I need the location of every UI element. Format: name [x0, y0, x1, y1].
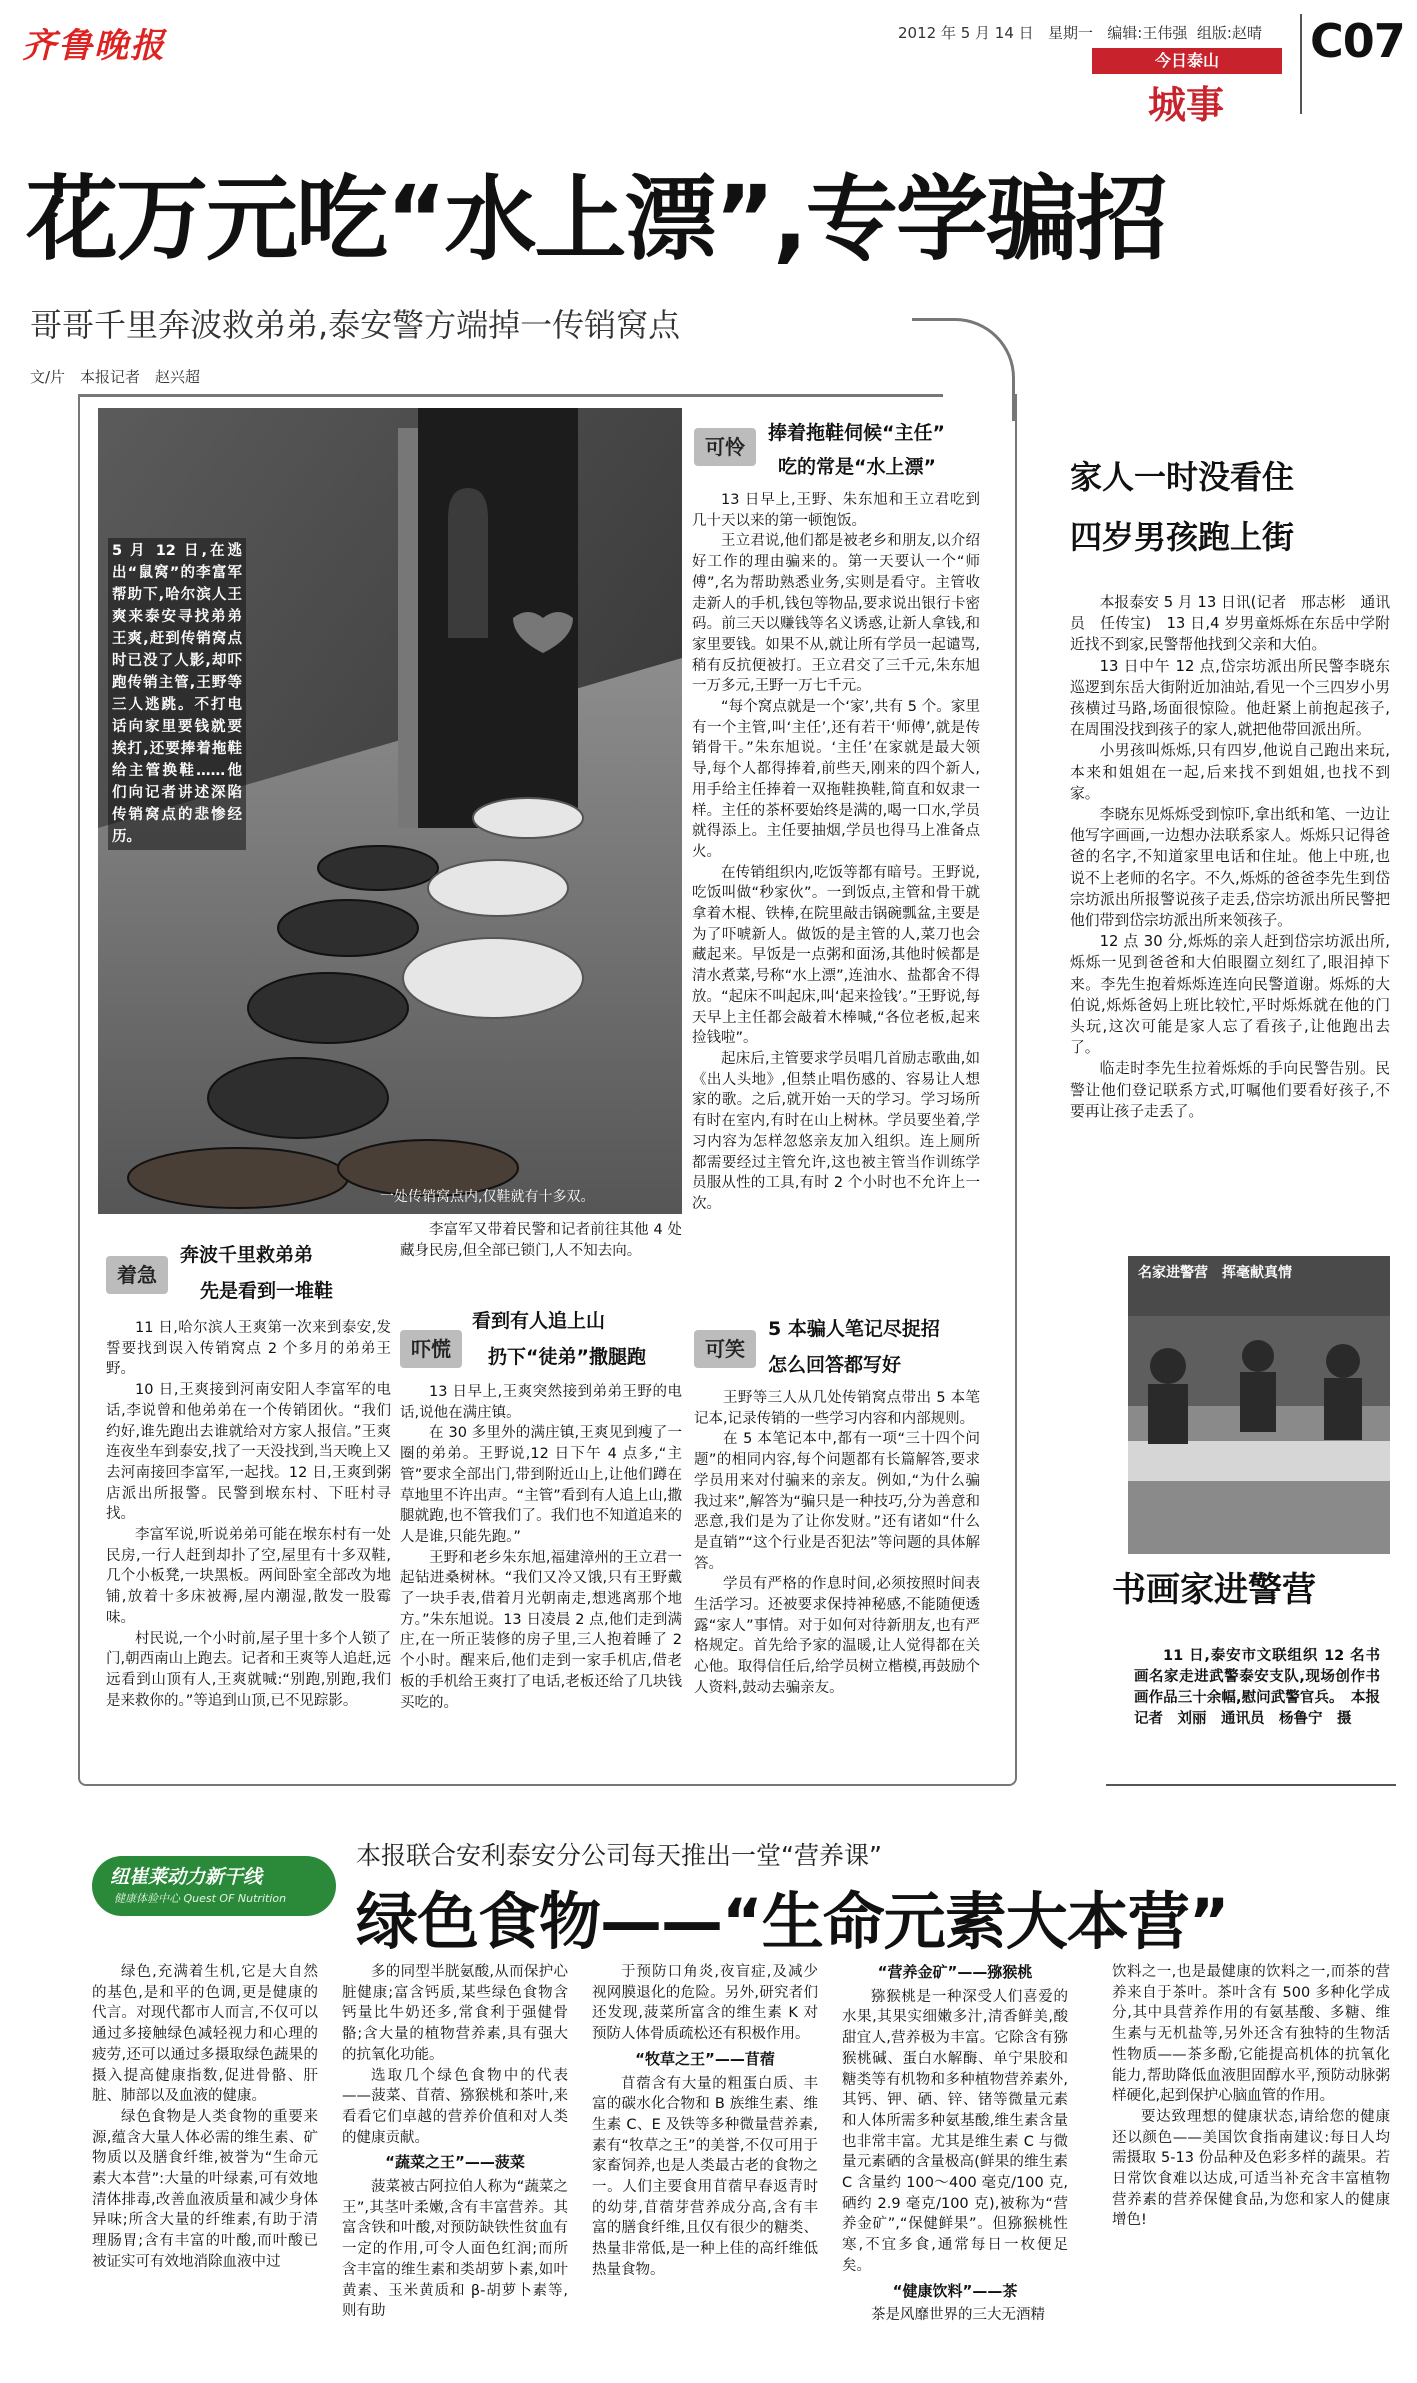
bottom-p: 绿色食物是人类食物的重要来源,蕴含大量人体必需的维生素、矿物质以及膳食纤维,被誉为“生命元素大本营”:大量的叶绿素,可有效地清体排毒,改善血液质量和减少身体异味;所含大量的纤维素,有助于清理肠胃;含有丰富的叶酸,而叶酸已被证实可有效地消除血液中过	[92, 2108, 318, 2270]
s1-p: 10 日,王爽接到河南安阳人李富军的电话,李说曾和他弟弟在一个传销团伙。“我们约好,谁先跑出去谁就给对方家人报信。”王爽连夜坐车到泰安,找了一天没找到,当天晚上又去河南接回李富军,一起找。12 日,王爽到粥店派出所报警。民警到堠东村、下旺村寻找。	[106, 1382, 391, 1523]
bottom-p: 绿色,充满着生机,它是大自然的基色,是和平的色调,更是健康的代言。对现代都市人而言,不仅可以通过多接触绿色减轻视力和心理的疲劳,还可以通过多摄取绿色蔬果的摄入提高健康指数,促进骨骼、肝脏、肺部以及血液的健康。	[92, 1964, 318, 2105]
calligraphy-photo-image	[1128, 1256, 1390, 1554]
bottom-p: 猕猴桃是一种深受人们喜爱的水果,其果实细嫩多汁,清香鲜美,酸甜宜人,营养极为丰富。它除含有猕猴桃碱、蛋白水解酶、单宁果胶和糖类等有机物和多种植物营养素外,其钙、钾、硒、锌、锗等微量元素和人体所需多种氨基酸,维生素含量也非常丰富。尤其是维生素 C 与微量元素硒的含量极高(鲜果的维生素 C 含量约 100～400 毫克/100 克,硒约 2.9 毫克/100 克),被称为“营养金矿”,“保健鲜果”。但猕猴桃性寒,不宜多食,通常每日一枚便足矣。	[842, 1988, 1068, 2274]
section-name: 城事	[1148, 83, 1225, 127]
tag-kexiao: 可笑	[694, 1330, 756, 1368]
side-p: 小男孩叫烁烁,只有四岁,他说自己跑出来玩,本来和姐姐在一起,后来找不到姐姐,也找不到家。	[1070, 742, 1390, 802]
bottom-headline: 绿色食物——“生命元素大本营”	[356, 1885, 1229, 1958]
bottom-col2	[342, 1962, 568, 2362]
photo-caption-bottom: 一处传销窝点内,仅鞋就有十多双。	[380, 1189, 595, 1205]
bottom-p: 多的同型半胱氨酸,从而保护心脏健康;富含钙质,某些绿色食物含钙量比牛奶还多,常食利于强健骨骼;含大量的植物营养素,具有强大的抗氧化功能。	[342, 1964, 568, 2063]
main-headline: 花万元吃“水上漂”,专学骗招	[26, 166, 1166, 273]
masthead-logo: 齐鲁晚报	[22, 26, 166, 66]
page-number: C07	[1310, 14, 1405, 68]
bottom-p: 选取几个绿色食物中的代表——菠菜、苜蓿、猕猴桃和茶叶,来看看它们卓越的营养价值和对人类的健康贡献。	[342, 2067, 568, 2146]
s1-body	[106, 1318, 391, 1774]
nutrition-logo	[92, 1856, 336, 1916]
nutrition-logo-line1: 纽崔莱动力新干线	[110, 1866, 263, 1888]
s3-p: 在 30 多里外的满庄镇,王爽见到瘦了一圈的弟弟。王野说,12 日下午 4 点多,“主管”要求全部出门,带到附近山上,让他们蹲在草地里不许出声。“主管”看到有人追上山,撒腿就跑,也不管我们了。我们也不知道追来的人是谁,只能先跑。”	[400, 1425, 682, 1545]
s3-title2: 扔下“徒弟”撒腿跑	[488, 1346, 646, 1368]
side-story-title: 书画家进警营	[1112, 1570, 1316, 1610]
editor: 编辑:王伟强	[1107, 24, 1188, 42]
s4-p: 在 5 本笔记本中,都有一项“三十四个问题”的相同内容,每个问题都有长篇解答,要求学员用来对付骗来的亲友。例如,“为什么骗我过来”,解答为“骗只是一种技巧,分为善意和恶意,我们是为了让你发财。”还有诸如“什么是直销”“这个行业是否犯法”等问题的具体解答。	[694, 1431, 980, 1572]
subhead-kiwi: “营养金矿”——猕猴桃	[877, 1963, 1033, 1981]
side-caption: 11 日,泰安市文联组织 12 名书画名家走进武警泰安支队,现场创作书画作品三十余幅,慰问武警官兵。 本报记者 刘丽 通讯员 杨鲁宁 摄	[1134, 1648, 1380, 1727]
bottom-p: 于预防口角炎,夜盲症,及减少视网膜退化的危险。另外,研究者们还发现,菠菜所富含的维生素 K 对预防人体骨质疏松还有积极作用。	[592, 1964, 818, 2043]
bottom-p: 菠菜被古阿拉伯人称为“蔬菜之王”,其茎叶柔嫩,含有丰富营养。其富含铁和叶酸,对预防缺铁性贫血有一定的作用,可令人面色红润;而所含丰富的维生素和类胡萝卜素,如叶黄素、玉米黄质和 β-胡萝卜素等,则有助	[342, 2179, 568, 2320]
bottom-kicker: 本报联合安利泰安分公司每天推出一堂“营养课”	[356, 1841, 882, 1870]
s2-body	[692, 490, 980, 1256]
layout-editor: 组版:赵晴	[1196, 24, 1262, 42]
side-story-title2: 四岁男孩跑上街	[1070, 518, 1295, 556]
side-p: 本报泰安 5 月 13 日讯(记者 邢志彬 通讯员 任传宝) 13 日,4 岁男童烁烁在东岳中学附近找不到家,民警帮他找到父亲和大伯。	[1070, 594, 1390, 654]
side-story-title1: 家人一时没看住	[1070, 458, 1295, 496]
masthead-divider	[1300, 14, 1302, 114]
s2-p: 起床后,主管要求学员唱几首励志歌曲,如《出人头地》,但禁止唱伤感的、容易让人想家的歌。之后,就开始一天的学习。学习场所有时在室内,有时在山上树林。学员要坐着,学习内容为怎样忽悠亲友加入组织。连上厕所都需要经过主管允许,这也被主管当作训练学员服从性的工具,有时 2 个小时也不允许上一次。	[692, 1050, 980, 1212]
subhead-spinach: “蔬菜之王”——菠菜	[385, 2153, 525, 2172]
side-story-body	[1070, 592, 1390, 1256]
s4-title1: 5 本骗人笔记尽捉招	[768, 1318, 940, 1340]
s2-p: 在传销组织内,吃饭等都有暗号。王野说,吃饭叫做“秒家伙”。一到饭点,主管和骨干就拿着木棍、铁棒,在院里敲击锅碗瓢盆,主要是为了吓唬新人。做饭的是主管的人,菜刀也会藏起来。早饭是一点粥和面汤,其他时候都是清水煮菜,号称“水上漂”,连油水、盐都舍不得放。“起床不叫起床,叫‘起来捡钱’。”王野说,每天早上主任都会敲着木棒喊,“各位老板,起来捡钱啦”。	[692, 864, 980, 1047]
main-story-frame-curve	[912, 318, 1015, 421]
side-photo-banner: 名家进警营 挥毫献真情	[1138, 1265, 1292, 1281]
nutrition-logo-line2: 健康体验中心 Quest OF Nutrition	[114, 1892, 287, 1905]
byline: 文/片 本报记者 赵兴超	[30, 368, 201, 386]
bottom-col1	[92, 1962, 318, 2362]
main-subheadline: 哥哥千里奔波救弟弟,泰安警方端掉一传销窝点	[30, 306, 681, 344]
s3-p: 王野和老乡朱东旭,福建漳州的王立君一起钻进桑树林。“我们又冷又饿,只有王野戴了一块手表,借着月光朝南走,想逃离那个地方。”朱东旭说。13 日凌晨 2 点,他们走到满庄,在一所正装修的房子里,三人抱着睡了 2 个小时。醒来后,他们走到一家手机店,借老板的手机给王爽打了电话,老板还给了几块钱买吃的。	[400, 1549, 682, 1711]
s1-p: 11 日,哈尔滨人王爽第一次来到泰安,发誓要找到误入传销窝点 2 个多月的弟弟王野。	[106, 1320, 391, 1378]
tag-zhaoji: 着急	[106, 1256, 168, 1294]
s2-p: 王立君说,他们都是被老乡和朋友,以介绍好工作的理由骗来的。第一天要认一个“师傅”,名为帮助熟悉业务,实则是看守。主管收走新人的手机,钱包等物品,要求说出银行卡密码。前三天以赚钱等名义诱惑,让新人拿钱,和家里要钱。如果不从,就让所有学员一起谴骂,稍有反抗便被打。王立君交了三千元,朱东旭一万多元,王野一万七千元。	[692, 533, 980, 695]
bottom-p: 茶是风靡世界的三大无酒精	[871, 2307, 1045, 2324]
s1-p: 村民说,一个小时前,屋子里十多个人锁了门,朝西南山上跑去。记者和王爽等人追赶,远远看到山顶有人,王爽就喊:“别跑,别跑,我们是来救你的。”等追到山顶,已不见踪影。	[106, 1630, 391, 1709]
s3-p: 13 日早上,王爽突然接到弟弟王野的电话,说他在满庄镇。	[400, 1384, 682, 1421]
s4-body	[694, 1388, 980, 1774]
weekday: 星期一	[1047, 24, 1093, 42]
s4-p: 学员有严格的作息时间,必须按照时间表生活学习。还被要求保持神秘感,不能随便透露“家人”事情。对于如何对待新朋友,也有严格规定。首先给予家的温暖,让人觉得都在关心他。取得信任后,给学员树立楷模,再鼓励个人资料,鼓动去骗亲友。	[694, 1576, 980, 1696]
tag-kelian: 可怜	[694, 428, 756, 466]
s4-p: 王野等三人从几处传销窝点带出 5 本笔记本,记录传销的一些学习内容和内部规则。	[694, 1390, 980, 1427]
main-story-frame-top	[78, 394, 943, 397]
s1-body-cont	[400, 1220, 682, 1304]
bottom-p: 苜蓿含有大量的粗蛋白质、丰富的碳水化合物和 B 族维生素、维生素 C、E 及铁等多种微量营养素,素有“牧草之王”的美誉,不仅可用于家畜饲养,也是人类最古老的食物之一。人们主要食用苜蓿早春返青时的幼芽,苜蓿芽营养成分高,含有丰富的膳食纤维,且仅有很少的糖类、热量非常低,是一种上佳的高纤维低热量食物。	[592, 2075, 818, 2278]
side-p: 13 日中午 12 点,岱宗坊派出所民警李晓东巡逻到东岳大街附近加油站,看见一个三四岁小男孩横过马路,场面很惊险。他赶紧上前抱起孩子,在周围没找到孩子的家人,就把他带回派出所。	[1070, 657, 1390, 739]
s3-title1: 看到有人追上山	[472, 1310, 606, 1332]
s3-body	[400, 1382, 682, 1774]
bottom-col3	[592, 1962, 818, 2362]
bottom-p: 饮料之一,也是最健康的饮料之一,而茶的营养来自于茶叶。茶叶含有 500 多种化学成分,其中具营养作用的有氨基酸、多糖、维生素与无机盐等,另外还含有独特的生物活性物质——茶多酚,它能提高机体的抗氧化能力,帮助降低血液胆固醇水平,预防动脉粥样硬化,起到保护心脑血管的作用。	[1112, 1964, 1390, 2105]
bottom-p: 要达致理想的健康状态,请给您的健康还以颜色——美国饮食指南建议:每日人均需摄取 5-13 份品种及色彩多样的蔬果。若日常饮食难以达成,可适当补充含丰富植物营养素的营养保健食品,为您和家人的健康增色!	[1112, 2108, 1390, 2229]
bottom-col4	[842, 1962, 1068, 2362]
masthead-info	[898, 22, 1262, 43]
side-p: 李晓东见烁烁受到惊吓,拿出纸和笔、一边让他写字画画,一边想办法联系家人。烁烁只记得爸爸的名字,不知道家里电话和住址。他上中班,也说不上老师的名字。不久,烁烁的爸爸李先生到岱宗坊派出所报警说孩子走丢,岱宗坊派出所民警把他们带到岱宗坊派出所来领孩子。	[1070, 806, 1390, 930]
dateline: 2012 年 5 月 14 日	[898, 24, 1034, 42]
s2-title1: 捧着拖鞋伺候“主任”	[768, 422, 945, 444]
side-p: 12 点 30 分,烁烁的亲人赶到岱宗坊派出所,烁烁一见到爸爸和大伯眼圈立刻红了,眼泪掉下来。李先生抱着烁烁连连向民警道谢。烁烁的大伯说,烁烁爸妈上班比较忙,平时烁烁就在他的门头玩,这次可能是家人忘了看孩子,让他跑出去了。	[1070, 933, 1390, 1057]
side-photo	[1128, 1256, 1390, 1554]
bottom-col5	[1112, 1962, 1390, 2362]
s1-p: 李富军又带着民警和记者前往其他 4 处藏身民房,但全部已锁门,人不知去向。	[400, 1222, 682, 1259]
photo-caption-side: 5 月 12 日,在逃出“鼠窝”的李富军帮助下,哈尔滨人王爽来泰安寻找弟弟王爽,赶到传销窝点时已没了人影,却吓跑传销主管,王野等三人逃跳。不打电话向家里要钱就要挨打,还要捧着拖鞋给主管换鞋……他们向记者讲述深陷传销窝点的悲惨经历。	[108, 538, 246, 850]
side-p: 临走时李先生拉着烁烁的手向民警告别。民警让他们登记联系方式,叮嘱他们要看好孩子,不要再让孩子走丢了。	[1070, 1060, 1390, 1120]
s1-title1: 奔波千里救弟弟	[180, 1244, 314, 1266]
tag-xiahuang: 吓慌	[400, 1330, 462, 1368]
subhead-tea: “健康饮料”——茶	[892, 2281, 1018, 2300]
side-divider	[1106, 1784, 1396, 1786]
s1-p: 李富军说,听说弟弟可能在堠东村有一处民房,一行人赶到却扑了空,屋里有十多双鞋,几个小板凳,一块黑板。两间卧室全部改为地铺,放着十多床被褥,屋内潮湿,散发一股霉味。	[106, 1527, 391, 1626]
edition-bar: 今日泰山	[1092, 48, 1282, 74]
s4-title2: 怎么回答都写好	[768, 1354, 902, 1376]
s2-p: “每个窝点就是一个‘家’,共有 5 个。家里有一个主管,叫‘主任’,还有若干‘师傅’,就是传销骨干。”朱东旭说。‘主任’在家就是最大领导,每个人都得捧着,前些天,刚来的四个新人,用手给主任捧着一双拖鞋换鞋,简直和奴隶一样。主任的茶杯要始终是满的,喝一口水,学员就得添上。主任要抽烟,学员也得马上准备点火。	[692, 699, 980, 860]
s2-p: 13 日早上,王野、朱东旭和王立君吃到几十天以来的第一顿饱饭。	[692, 492, 980, 529]
s1-title2: 先是看到一堆鞋	[200, 1280, 334, 1302]
subhead-alfalfa: “牧草之王”——苜蓿	[635, 2049, 775, 2068]
s2-title2: 吃的常是“水上漂”	[778, 456, 936, 478]
